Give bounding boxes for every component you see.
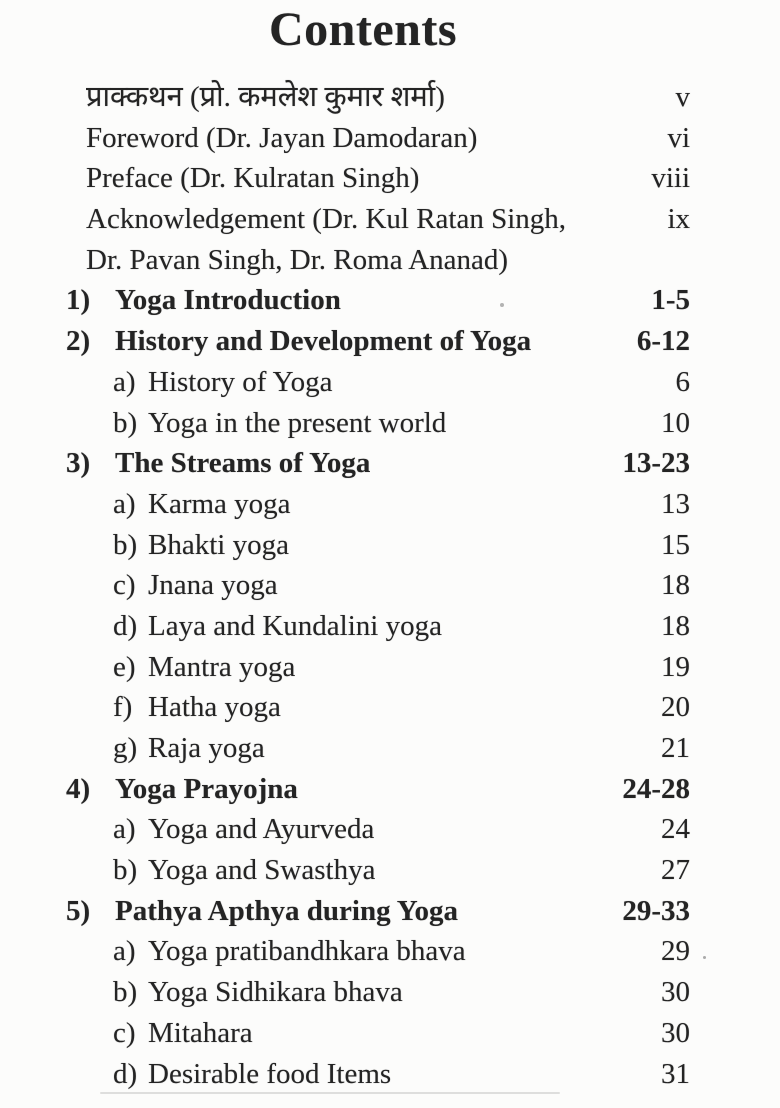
toc-row-label: Yoga in the present world — [148, 406, 447, 439]
toc-row-page-number: 30 — [661, 976, 690, 1009]
toc-row — [0, 606, 780, 647]
toc-row-label: Yoga pratibandhkara bhava — [148, 935, 466, 968]
toc-row-marker: c) — [113, 569, 136, 602]
toc-row-label: Desirable food Items — [148, 1057, 392, 1090]
toc-row-label: Bhakti yoga — [148, 528, 289, 561]
toc-row-label: Raja yoga — [148, 732, 265, 764]
toc-row-page-number: 18 — [661, 609, 690, 642]
toc-row-page-number: 13 — [661, 487, 690, 520]
toc-row — [0, 118, 780, 159]
toc-row-marker: b) — [113, 976, 138, 1009]
toc-row-label: Jnana yoga — [148, 569, 278, 602]
page-title: Contents — [268, 3, 457, 56]
toc-row-label: Pathya Apthya during Yoga — [115, 894, 458, 927]
toc-row-marker: g) — [113, 732, 138, 764]
toc-row-marker: d) — [113, 1057, 138, 1090]
toc-row-page-number: 29 — [661, 935, 690, 968]
toc-row-marker: d) — [113, 609, 138, 642]
toc-row-label: Yoga Introduction — [115, 284, 341, 317]
toc-row — [0, 728, 780, 769]
toc-row-marker: b) — [113, 854, 138, 887]
toc-row-marker: c) — [113, 1016, 136, 1049]
toc-row — [0, 158, 780, 199]
toc-row — [0, 321, 780, 362]
toc-row — [0, 809, 780, 850]
scan-speck-icon — [703, 956, 706, 959]
toc-row-page-number: ix — [667, 203, 690, 236]
toc-row-label: Hatha yoga — [148, 691, 281, 724]
toc-row-marker: 3) — [66, 447, 91, 480]
toc-row — [0, 443, 780, 484]
toc-row — [0, 362, 780, 403]
toc-row-label: History of Yoga — [148, 365, 333, 398]
toc-row-marker: a) — [113, 935, 136, 968]
toc-row-marker: e) — [113, 650, 136, 683]
toc-row — [0, 972, 780, 1013]
toc-row-label: Mantra yoga — [148, 650, 296, 683]
toc-row-page-number: 29-33 — [622, 894, 690, 927]
toc-row-page-number: 27 — [661, 854, 690, 887]
scan-artifact-line — [100, 1092, 560, 1094]
toc-row-page-number: 30 — [661, 1016, 690, 1049]
toc-row-marker: b) — [113, 406, 138, 439]
toc-row-marker: 4) — [66, 772, 91, 805]
toc-row — [0, 280, 780, 321]
toc-row-label: Acknowledgement (Dr. Kul Ratan Singh, — [86, 203, 567, 236]
toc-row-page-number: 21 — [661, 732, 690, 764]
toc-row — [0, 769, 780, 810]
toc-row-marker: 5) — [66, 894, 91, 927]
toc-row-marker: 2) — [66, 325, 91, 358]
toc-row-page-number: viii — [651, 162, 690, 195]
toc-row-marker: a) — [113, 487, 136, 520]
toc-row-label: Preface (Dr. Kulratan Singh) — [86, 162, 420, 195]
toc-row-page-number: 6-12 — [636, 325, 690, 358]
scan-speck-icon — [500, 303, 504, 307]
toc-row-page-number: 20 — [661, 691, 690, 724]
toc-row-page-number: v — [675, 81, 690, 113]
toc-row-page-number: vi — [667, 121, 690, 154]
toc-row-marker: 1) — [66, 284, 91, 317]
toc-row — [0, 891, 780, 932]
toc-row-label: Dr. Pavan Singh, Dr. Roma Ananad) — [86, 243, 509, 276]
toc-row — [0, 484, 780, 525]
toc-row — [0, 1054, 780, 1095]
toc-row-label: Yoga and Swasthya — [148, 854, 376, 887]
toc-row-label: Yoga and Ayurveda — [148, 813, 375, 846]
toc-row-label: Yoga Sidhikara bhava — [148, 976, 403, 1009]
toc-row — [0, 403, 780, 444]
toc-row — [0, 850, 780, 891]
toc-row — [0, 199, 780, 240]
toc-row — [0, 931, 780, 972]
toc-row-page-number: 15 — [661, 528, 690, 561]
toc-row-label: The Streams of Yoga — [115, 447, 371, 480]
toc-row-page-number: 1-5 — [651, 284, 690, 317]
toc-row-page-number: 13-23 — [622, 447, 690, 480]
toc-row — [0, 687, 780, 728]
toc-row-page-number: 10 — [661, 406, 690, 439]
toc-row-label: Foreword (Dr. Jayan Damodaran) — [86, 121, 478, 154]
toc-row-label: History and Development of Yoga — [115, 325, 532, 358]
toc-row-label: Karma yoga — [148, 487, 291, 520]
toc-row-page-number: 24-28 — [622, 772, 690, 805]
toc-row-marker: a) — [113, 813, 136, 846]
toc-row-marker: b) — [113, 528, 138, 561]
toc-row-page-number: 31 — [661, 1057, 690, 1090]
toc-row — [0, 1013, 780, 1054]
toc-row-page-number: 6 — [675, 365, 690, 398]
toc-row — [0, 565, 780, 606]
toc-row-page-number: 19 — [661, 650, 690, 683]
toc-row — [0, 525, 780, 566]
toc-row-label: Mitahara — [148, 1016, 253, 1049]
toc-row-marker: f) — [113, 691, 133, 724]
toc-row-page-number: 24 — [661, 813, 690, 846]
toc-row — [0, 77, 780, 118]
toc-row-label: Laya and Kundalini yoga — [148, 609, 442, 642]
toc-row-label: प्राक्कथन (प्रो. कमलेश कुमार शर्मा) — [86, 81, 445, 113]
table-of-contents — [0, 77, 780, 1094]
toc-row-page-number: 18 — [661, 569, 690, 602]
toc-row-marker: a) — [113, 365, 136, 398]
toc-row — [0, 647, 780, 688]
toc-row-label: Yoga Prayojna — [115, 772, 298, 805]
toc-row — [0, 240, 780, 281]
